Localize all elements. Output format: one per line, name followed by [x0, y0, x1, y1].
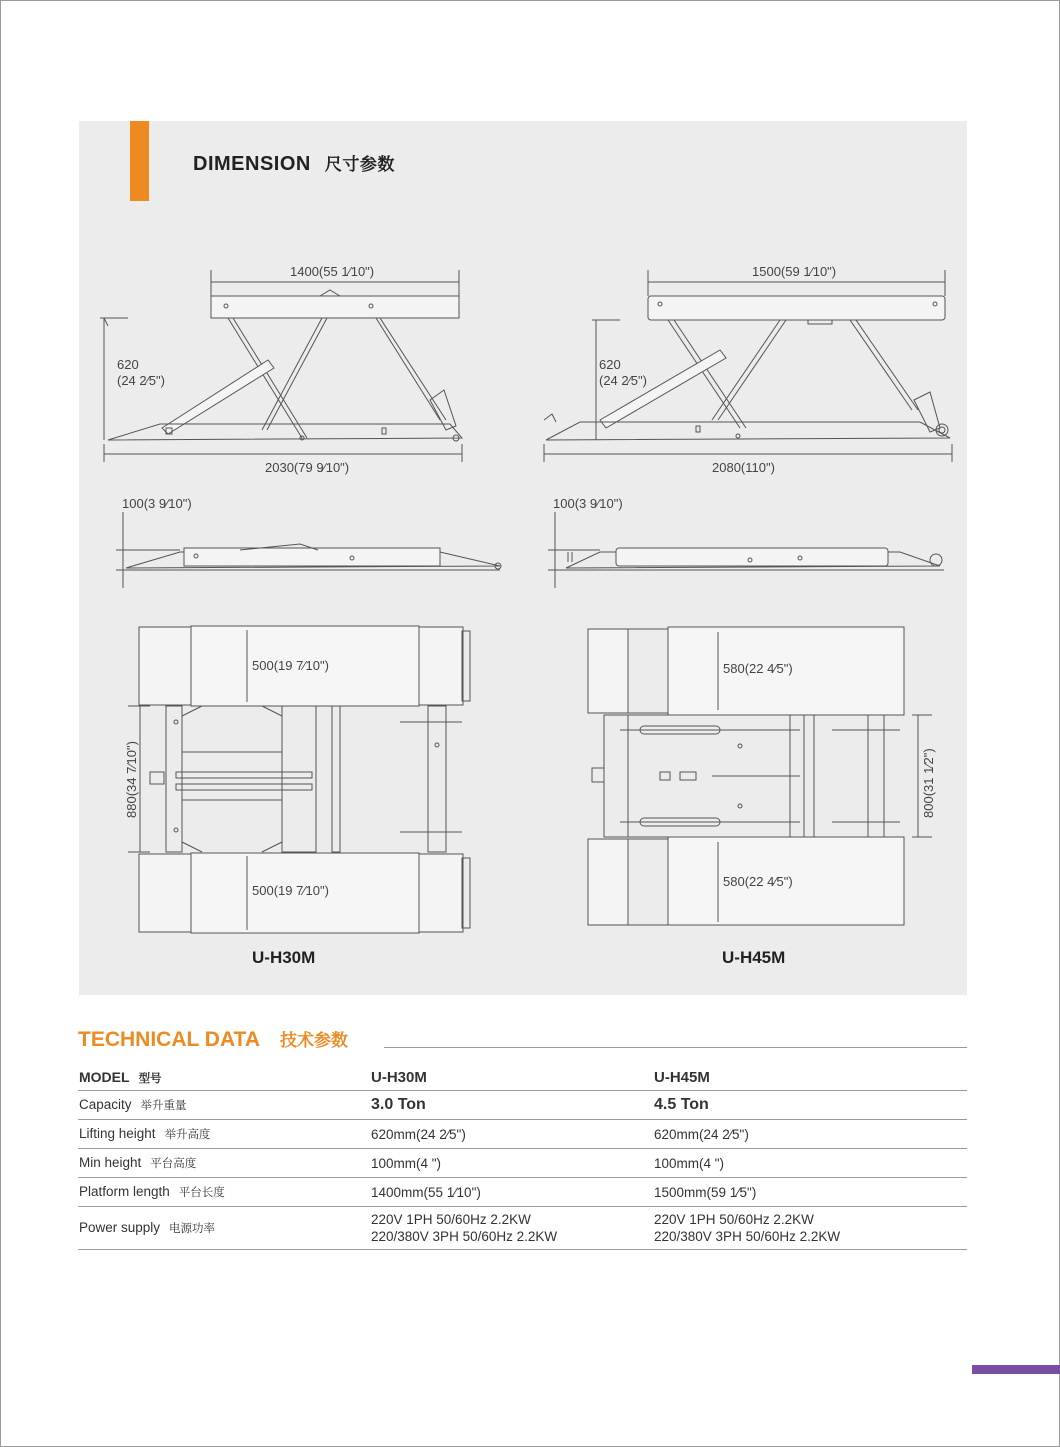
power-value-model2: [654, 1207, 967, 1250]
row-label-cell: [78, 1091, 371, 1120]
technical-title: TECHNICAL DATA: [78, 1028, 260, 1051]
header-label-cell: [78, 1064, 371, 1091]
power-label-cell: [78, 1207, 371, 1250]
row-label: Min height: [79, 1155, 142, 1170]
technical-title-cn: 技术参数: [280, 1031, 348, 1050]
row-value-model1: 1400mm(55 1⁄10"): [371, 1178, 654, 1207]
header-model2: U-H45M: [654, 1064, 967, 1091]
h30m-platform-width-top-label: 500(19 7⁄10"): [252, 658, 329, 673]
row-label-cell: [78, 1178, 371, 1207]
h30m-side-view: [100, 270, 462, 462]
h30m-lowered-view: [116, 512, 501, 588]
row-value-model2: 4.5 Ton: [654, 1091, 967, 1120]
h30m-lift-height-in-label: (24 2⁄5"): [117, 373, 165, 388]
power-label-cn: 电源功率: [169, 1223, 216, 1235]
row-value-model2: 100mm(4 "): [654, 1149, 967, 1178]
table-header-row: [78, 1064, 967, 1091]
h30m-platform-length-label: 1400(55 1⁄10"): [290, 264, 375, 279]
h30m-min-height-label: 100(3 9⁄10"): [122, 496, 192, 511]
power-model1-line2: 220/380V 3PH 50/60Hz 2.2KW: [371, 1229, 558, 1244]
row-label-cell: [78, 1149, 371, 1178]
row-value-model1: 620mm(24 2⁄5"): [371, 1120, 654, 1149]
power-model1-line1: 220V 1PH 50/60Hz 2.2KW: [371, 1212, 531, 1227]
technical-divider: [384, 1047, 967, 1048]
table-row: [78, 1149, 967, 1178]
power-model2-line2: 220/380V 3PH 50/60Hz 2.2KW: [654, 1229, 841, 1244]
table-row-power: [78, 1207, 967, 1250]
row-value-model1: 100mm(4 "): [371, 1149, 654, 1178]
h45m-platform-width-top-label: 580(22 4⁄5"): [723, 661, 793, 676]
h45m-overall-width-label: 800(31 1⁄2"): [921, 748, 936, 818]
h45m-platform-length-label: 1500(59 1⁄10"): [752, 264, 837, 279]
dimension-title-cn: 尺寸参数: [324, 155, 395, 174]
header-label: MODEL: [79, 1068, 130, 1085]
h30m-total-length-label: 2030(79 9⁄10"): [265, 460, 350, 475]
row-value-model1: 3.0 Ton: [371, 1091, 654, 1120]
power-model2-line1: 220V 1PH 50/60Hz 2.2KW: [654, 1212, 814, 1227]
table-row: [78, 1178, 967, 1207]
h45m-lift-height-in-label: (24 2⁄5"): [599, 373, 647, 388]
h30m-model-label: U-H30M: [252, 948, 316, 967]
dimension-title: DIMENSION: [193, 153, 311, 175]
row-label-cell: [78, 1120, 371, 1149]
header-label-cn: 型号: [138, 1072, 162, 1085]
table-row: [78, 1091, 967, 1120]
power-label: Power supply: [79, 1220, 161, 1235]
h30m-platform-width-bottom-label: 500(19 7⁄10"): [252, 883, 329, 898]
h45m-platform-width-bottom-label: 580(22 4⁄5"): [723, 874, 793, 889]
h45m-model-label: U-H45M: [722, 948, 786, 967]
row-label-cn: 举升重量: [140, 1100, 187, 1112]
row-label: Lifting height: [79, 1126, 156, 1141]
table-row: [78, 1120, 967, 1149]
row-label-cn: 平台长度: [178, 1187, 225, 1199]
technical-heading: [78, 1026, 348, 1052]
power-value-model1: [371, 1207, 654, 1250]
page-tab-marker: [972, 1365, 1060, 1374]
row-value-model2: 1500mm(59 1⁄5"): [654, 1178, 967, 1207]
h30m-overall-width-label: 880(34 7⁄10"): [124, 741, 139, 818]
h30m-lift-height-label: 620: [117, 357, 139, 372]
row-label: Platform length: [79, 1184, 170, 1199]
h45m-lift-height-label: 620: [599, 357, 621, 372]
row-value-model2: 620mm(24 2⁄5"): [654, 1120, 967, 1149]
technical-data-table: [78, 1064, 967, 1250]
row-label-cn: 平台高度: [150, 1158, 197, 1170]
header-model1: U-H30M: [371, 1064, 654, 1091]
h45m-lowered-view: [548, 512, 944, 588]
row-label: Capacity: [79, 1097, 132, 1112]
h45m-min-height-label: 100(3 9⁄10"): [553, 496, 623, 511]
row-label-cn: 举升高度: [164, 1129, 211, 1141]
h45m-total-length-label: 2080(110"): [712, 460, 775, 475]
